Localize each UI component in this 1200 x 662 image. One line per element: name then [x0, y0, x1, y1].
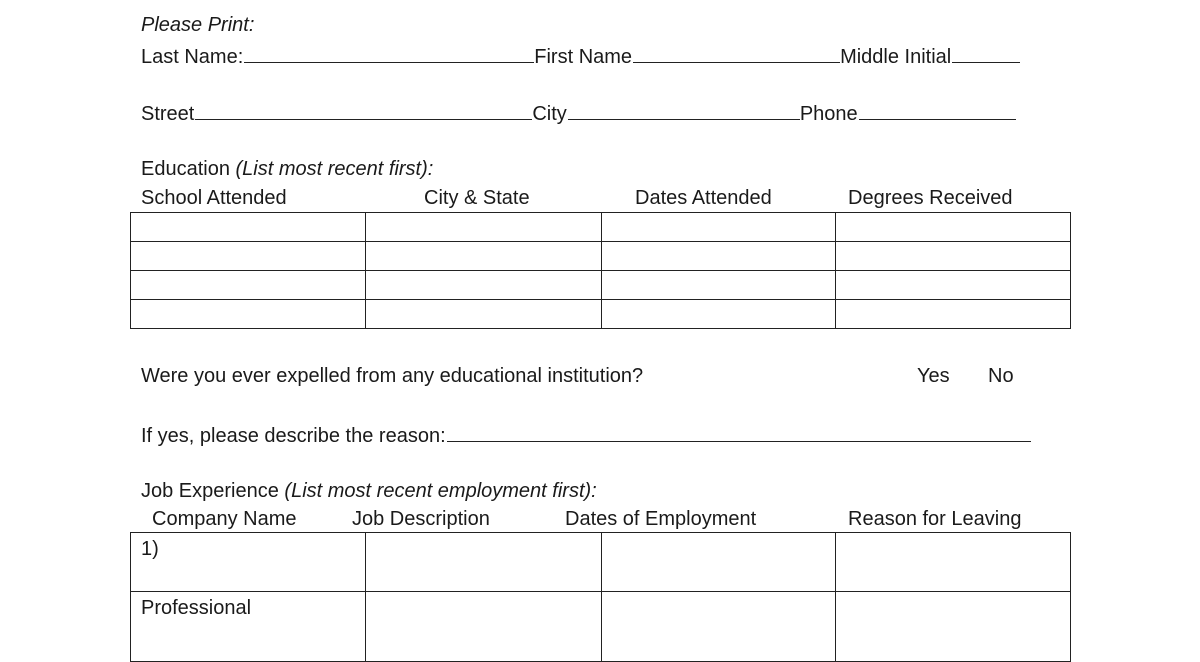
job-col-description: Job Description	[352, 508, 490, 530]
middle-initial-label: Middle Initial	[840, 46, 952, 68]
job-row-label: Professional	[141, 597, 252, 619]
job-col-dates: Dates of Employment	[565, 508, 757, 530]
education-cell[interactable]	[366, 300, 602, 329]
phone-field[interactable]	[859, 100, 1016, 120]
education-cell[interactable]	[131, 242, 366, 271]
first-name-label: First Name	[534, 46, 633, 68]
job-cell[interactable]	[366, 592, 602, 662]
name-row	[141, 43, 1020, 69]
table-row	[131, 533, 1071, 592]
edu-col-degrees: Degrees Received	[848, 187, 1013, 209]
education-table	[130, 212, 1071, 329]
education-cell[interactable]	[131, 271, 366, 300]
education-cell[interactable]	[836, 300, 1071, 329]
education-cell[interactable]	[366, 242, 602, 271]
education-cell[interactable]	[131, 300, 366, 329]
job-cell[interactable]	[131, 533, 366, 592]
education-cell[interactable]	[836, 271, 1071, 300]
job-cell[interactable]	[836, 592, 1071, 662]
expelled-yes-option[interactable]: Yes	[917, 365, 950, 387]
last-name-field[interactable]	[244, 43, 534, 63]
job-heading	[141, 479, 597, 503]
reason-row	[141, 422, 1031, 448]
street-label: Street	[141, 103, 195, 125]
table-row	[131, 300, 1071, 329]
education-cell[interactable]	[602, 300, 836, 329]
address-row	[141, 100, 1016, 126]
education-cell[interactable]	[836, 242, 1071, 271]
job-cell[interactable]	[836, 533, 1071, 592]
job-col-company: Company Name	[152, 508, 297, 530]
job-cell[interactable]	[602, 592, 836, 662]
education-cell[interactable]	[131, 213, 366, 242]
reason-field[interactable]	[447, 422, 1031, 442]
city-label: City	[532, 103, 567, 125]
education-title-note: (List most recent first):	[235, 158, 434, 180]
education-cell[interactable]	[366, 271, 602, 300]
phone-label: Phone	[799, 103, 858, 125]
education-cell[interactable]	[366, 213, 602, 242]
city-field[interactable]	[568, 100, 800, 120]
job-title: Job Experience	[141, 480, 285, 502]
reason-label: If yes, please describe the reason:	[141, 425, 446, 447]
education-cell[interactable]	[836, 213, 1071, 242]
table-row	[131, 271, 1071, 300]
education-title: Education	[141, 158, 236, 180]
education-cell[interactable]	[602, 271, 836, 300]
table-row	[131, 213, 1071, 242]
last-name-label: Last Name:	[141, 46, 244, 68]
job-cell[interactable]	[602, 533, 836, 592]
expelled-no-option[interactable]: No	[988, 365, 1014, 387]
please-print-label: Please Print:	[141, 14, 255, 36]
job-row-number: 1)	[141, 538, 159, 560]
street-field[interactable]	[195, 100, 532, 120]
job-title-note: (List most recent employment first):	[284, 480, 597, 502]
first-name-field[interactable]	[633, 43, 840, 63]
job-col-reason: Reason for Leaving	[848, 508, 1022, 530]
edu-col-dates: Dates Attended	[635, 187, 772, 209]
expelled-question: Were you ever expelled from any educational institution?	[141, 365, 644, 387]
education-cell[interactable]	[602, 242, 836, 271]
edu-col-school: School Attended	[141, 187, 287, 209]
table-row	[131, 242, 1071, 271]
job-cell[interactable]	[366, 533, 602, 592]
education-heading	[141, 157, 433, 181]
edu-col-city-state: City & State	[424, 187, 530, 209]
job-cell[interactable]	[131, 592, 366, 662]
table-row	[131, 592, 1071, 662]
job-table	[130, 532, 1071, 662]
education-cell[interactable]	[602, 213, 836, 242]
middle-initial-field[interactable]	[952, 43, 1020, 63]
